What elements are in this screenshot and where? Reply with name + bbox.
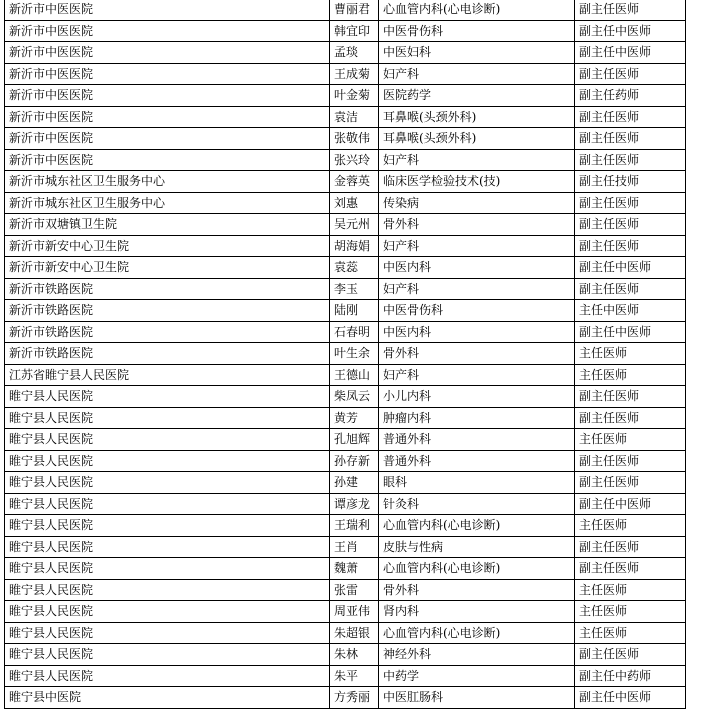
specialty-cell: 心血管内科(心电诊断) (379, 622, 575, 644)
title-cell: 副主任医师 (575, 472, 686, 494)
title-cell: 副主任医师 (575, 386, 686, 408)
name-cell: 吴元州 (330, 214, 379, 236)
title-cell: 副主任医师 (575, 63, 686, 85)
personnel-table (4, 0, 686, 709)
institution-cell: 新沂市双塘镇卫生院 (5, 214, 330, 236)
specialty-cell: 普通外科 (379, 450, 575, 472)
specialty-cell: 中药学 (379, 665, 575, 687)
specialty-cell: 肾内科 (379, 601, 575, 623)
table-row (5, 0, 686, 20)
table-row (5, 300, 686, 322)
specialty-cell: 针灸科 (379, 493, 575, 515)
specialty-cell: 妇产科 (379, 278, 575, 300)
name-cell: 袁蕊 (330, 257, 379, 279)
institution-cell: 新沂市中医医院 (5, 106, 330, 128)
name-cell: 孙建 (330, 472, 379, 494)
table-row (5, 665, 686, 687)
title-cell: 副主任中医师 (575, 257, 686, 279)
name-cell: 柴凤云 (330, 386, 379, 408)
specialty-cell: 骨外科 (379, 214, 575, 236)
specialty-cell: 中医肛肠科 (379, 687, 575, 709)
table-row (5, 407, 686, 429)
name-cell: 王肖 (330, 536, 379, 558)
specialty-cell: 妇产科 (379, 235, 575, 257)
title-cell: 副主任医师 (575, 278, 686, 300)
title-cell: 副主任医师 (575, 149, 686, 171)
institution-cell: 新沂市新安中心卫生院 (5, 257, 330, 279)
table-row (5, 579, 686, 601)
title-cell: 主任医师 (575, 343, 686, 365)
specialty-cell: 中医妇科 (379, 42, 575, 64)
institution-cell: 睢宁县人民医院 (5, 601, 330, 623)
table-row (5, 321, 686, 343)
title-cell: 副主任技师 (575, 171, 686, 193)
name-cell: 金蓉英 (330, 171, 379, 193)
name-cell: 李玉 (330, 278, 379, 300)
specialty-cell: 眼科 (379, 472, 575, 494)
specialty-cell: 妇产科 (379, 364, 575, 386)
table-row (5, 687, 686, 709)
table-row (5, 386, 686, 408)
table-row (5, 364, 686, 386)
name-cell: 韩宜印 (330, 20, 379, 42)
specialty-cell: 普通外科 (379, 429, 575, 451)
table-row (5, 257, 686, 279)
institution-cell: 新沂市中医医院 (5, 20, 330, 42)
institution-cell: 新沂市中医医院 (5, 0, 330, 20)
title-cell: 副主任医师 (575, 644, 686, 666)
table-row (5, 20, 686, 42)
title-cell: 副主任中医师 (575, 493, 686, 515)
institution-cell: 睢宁县人民医院 (5, 429, 330, 451)
title-cell: 副主任医师 (575, 106, 686, 128)
title-cell: 副主任中医师 (575, 20, 686, 42)
institution-cell: 睢宁县人民医院 (5, 536, 330, 558)
table-row (5, 42, 686, 64)
table-row (5, 622, 686, 644)
institution-cell: 江苏省睢宁县人民医院 (5, 364, 330, 386)
table-row (5, 149, 686, 171)
name-cell: 谭彦龙 (330, 493, 379, 515)
name-cell: 张敬伟 (330, 128, 379, 150)
name-cell: 陆刚 (330, 300, 379, 322)
table-row (5, 558, 686, 580)
title-cell: 副主任中药师 (575, 665, 686, 687)
specialty-cell: 中医骨伤科 (379, 300, 575, 322)
institution-cell: 新沂市铁路医院 (5, 321, 330, 343)
specialty-cell: 传染病 (379, 192, 575, 214)
name-cell: 叶生余 (330, 343, 379, 365)
title-cell: 副主任中医师 (575, 42, 686, 64)
title-cell: 主任医师 (575, 622, 686, 644)
specialty-cell: 骨外科 (379, 579, 575, 601)
table-row (5, 63, 686, 85)
specialty-cell: 耳鼻喉(头颈外科) (379, 128, 575, 150)
specialty-cell: 中医骨伤科 (379, 20, 575, 42)
title-cell: 副主任医师 (575, 0, 686, 20)
name-cell: 孟琰 (330, 42, 379, 64)
specialty-cell: 耳鼻喉(头颈外科) (379, 106, 575, 128)
table-row (5, 214, 686, 236)
name-cell: 王瑞利 (330, 515, 379, 537)
institution-cell: 新沂市中医医院 (5, 42, 330, 64)
title-cell: 副主任医师 (575, 214, 686, 236)
specialty-cell: 心血管内科(心电诊断) (379, 515, 575, 537)
name-cell: 胡海娟 (330, 235, 379, 257)
title-cell: 副主任医师 (575, 128, 686, 150)
name-cell: 朱林 (330, 644, 379, 666)
table-row (5, 343, 686, 365)
title-cell: 主任中医师 (575, 300, 686, 322)
name-cell: 魏萧 (330, 558, 379, 580)
table-row (5, 85, 686, 107)
name-cell: 叶金菊 (330, 85, 379, 107)
institution-cell: 新沂市中医医院 (5, 85, 330, 107)
specialty-cell: 骨外科 (379, 343, 575, 365)
name-cell: 袁洁 (330, 106, 379, 128)
specialty-cell: 小儿内科 (379, 386, 575, 408)
institution-cell: 睢宁县人民医院 (5, 493, 330, 515)
institution-cell: 睢宁县人民医院 (5, 665, 330, 687)
specialty-cell: 医院药学 (379, 85, 575, 107)
institution-cell: 新沂市城东社区卫生服务中心 (5, 192, 330, 214)
institution-cell: 睢宁县人民医院 (5, 386, 330, 408)
title-cell: 副主任医师 (575, 192, 686, 214)
name-cell: 石春明 (330, 321, 379, 343)
name-cell: 周亚伟 (330, 601, 379, 623)
title-cell: 副主任医师 (575, 407, 686, 429)
name-cell: 王德山 (330, 364, 379, 386)
institution-cell: 新沂市中医医院 (5, 63, 330, 85)
institution-cell: 睢宁县人民医院 (5, 622, 330, 644)
table-row (5, 450, 686, 472)
table-row (5, 429, 686, 451)
institution-cell: 睢宁县人民医院 (5, 450, 330, 472)
title-cell: 副主任医师 (575, 558, 686, 580)
specialty-cell: 心血管内科(心电诊断) (379, 558, 575, 580)
table-row (5, 106, 686, 128)
table-body (5, 0, 686, 708)
institution-cell: 睢宁县人民医院 (5, 579, 330, 601)
institution-cell: 睢宁县中医院 (5, 687, 330, 709)
title-cell: 副主任医师 (575, 235, 686, 257)
specialty-cell: 中医内科 (379, 321, 575, 343)
specialty-cell: 皮肤与性病 (379, 536, 575, 558)
institution-cell: 新沂市铁路医院 (5, 278, 330, 300)
institution-cell: 新沂市铁路医院 (5, 343, 330, 365)
title-cell: 主任医师 (575, 429, 686, 451)
table-row (5, 192, 686, 214)
table-row (5, 601, 686, 623)
title-cell: 副主任医师 (575, 450, 686, 472)
table-row (5, 472, 686, 494)
table-row (5, 644, 686, 666)
institution-cell: 新沂市城东社区卫生服务中心 (5, 171, 330, 193)
name-cell: 曹丽君 (330, 0, 379, 20)
name-cell: 黄芳 (330, 407, 379, 429)
name-cell: 孙存新 (330, 450, 379, 472)
title-cell: 主任医师 (575, 364, 686, 386)
table-row (5, 128, 686, 150)
table-row (5, 536, 686, 558)
specialty-cell: 神经外科 (379, 644, 575, 666)
name-cell: 方秀丽 (330, 687, 379, 709)
institution-cell: 新沂市中医医院 (5, 128, 330, 150)
title-cell: 副主任中医师 (575, 321, 686, 343)
title-cell: 副主任药师 (575, 85, 686, 107)
specialty-cell: 心血管内科(心电诊断) (379, 0, 575, 20)
institution-cell: 睢宁县人民医院 (5, 558, 330, 580)
title-cell: 主任医师 (575, 515, 686, 537)
table-row (5, 515, 686, 537)
institution-cell: 睢宁县人民医院 (5, 515, 330, 537)
institution-cell: 睢宁县人民医院 (5, 407, 330, 429)
specialty-cell: 妇产科 (379, 149, 575, 171)
name-cell: 孔旭辉 (330, 429, 379, 451)
name-cell: 王成菊 (330, 63, 379, 85)
name-cell: 朱平 (330, 665, 379, 687)
table-row (5, 235, 686, 257)
name-cell: 张雷 (330, 579, 379, 601)
title-cell: 副主任医师 (575, 536, 686, 558)
institution-cell: 睢宁县人民医院 (5, 472, 330, 494)
name-cell: 刘惠 (330, 192, 379, 214)
title-cell: 主任医师 (575, 601, 686, 623)
title-cell: 主任医师 (575, 579, 686, 601)
specialty-cell: 肿瘤内科 (379, 407, 575, 429)
specialty-cell: 妇产科 (379, 63, 575, 85)
specialty-cell: 临床医学检验技术(技) (379, 171, 575, 193)
institution-cell: 新沂市中医医院 (5, 149, 330, 171)
name-cell: 朱超银 (330, 622, 379, 644)
institution-cell: 睢宁县人民医院 (5, 644, 330, 666)
institution-cell: 新沂市铁路医院 (5, 300, 330, 322)
title-cell: 副主任中医师 (575, 687, 686, 709)
specialty-cell: 中医内科 (379, 257, 575, 279)
table-row (5, 493, 686, 515)
institution-cell: 新沂市新安中心卫生院 (5, 235, 330, 257)
table-row (5, 171, 686, 193)
table-row (5, 278, 686, 300)
name-cell: 张兴玲 (330, 149, 379, 171)
